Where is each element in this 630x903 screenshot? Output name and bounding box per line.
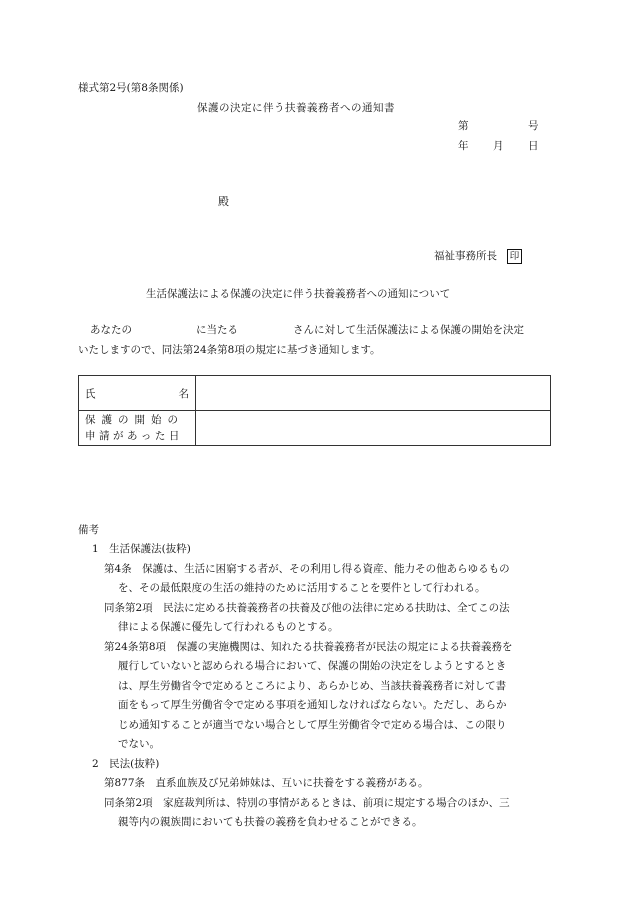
subject: 生活保護法による保護の決定に伴う扶養義務者への通知について <box>146 288 451 300</box>
notes-art24-line1: 第24条第8項 保護の実施機関は、知れたる扶養義務者が民法の規定による扶養義務を <box>104 641 513 653</box>
notes-art877p2-line2: 親等内の親族間においても扶養の義務を負わせることができる。 <box>118 816 423 828</box>
name-value-cell[interactable] <box>196 376 551 411</box>
form-title: 保護の決定に伴う扶養義務者への通知書 <box>197 102 395 114</box>
notes-section2-title: 2 民法(抜粋) <box>92 758 160 770</box>
table-row <box>79 376 551 411</box>
body-line1-b: に当たる <box>196 324 238 336</box>
notes-art4p2-line1: 同条第2項 民法に定める扶養義務者の扶養及び他の法律に定める扶助は、全てこの法 <box>104 602 510 614</box>
doc-number-dai: 第 <box>458 120 469 132</box>
notes-heading: 備考 <box>78 524 99 536</box>
application-date-label-line2: 申請があった日 <box>85 430 183 442</box>
name-label: 氏 名 <box>79 376 196 411</box>
table-row <box>79 411 551 446</box>
seal-mark: 印 <box>507 249 522 264</box>
notes-section1-title: 1 生活保護法(抜粋) <box>92 543 191 555</box>
notes-art24-line2: 履行していないと認められる場合において、保護の開始の決定をしようとするとき <box>118 660 507 672</box>
notes-art877p2-line1: 同条第2項 家庭裁判所は、特別の事情があるときは、前項に規定する場合のほか、三 <box>104 797 510 809</box>
notes-art4p2-line2: 律による保護に優先して行われるものとする。 <box>118 621 339 633</box>
notes-art4-line1: 第4条 保護は、生活に困窮する者が、その利用し得る資産、能力その他あらゆるもの <box>104 563 510 575</box>
body-line1-a: あなたの <box>90 324 132 336</box>
application-date-value-cell[interactable] <box>196 411 551 446</box>
issuer-name: 福祉事務所長 <box>434 250 497 262</box>
date-year: 年 <box>458 140 469 152</box>
form-id: 様式第2号(第8条関係) <box>78 82 184 94</box>
notes-art24-line5: じめ通知することが適当でない場合として厚生労働省令で定める場合は、この限り <box>118 719 507 731</box>
notes-art24-line4: 面をもって厚生労働省令で定める事項を通知しなければならない。ただし、あらか <box>118 699 507 711</box>
info-table <box>78 375 551 446</box>
addressee-suffix: 殿 <box>218 195 229 208</box>
notes-art24-line3: は、厚生労働省令で定めるところにより、あらかじめ、当該扶養義務者に対して書 <box>118 680 507 692</box>
notes-art877-line1: 第877条 直系血族及び兄弟姉妹は、互いに扶養をする義務がある。 <box>104 777 429 789</box>
issuer <box>434 248 522 264</box>
notes-art4-line2: を、その最低限度の生活の維持のために活用することを要件として行われる。 <box>118 582 486 594</box>
date-month: 月 <box>493 140 504 152</box>
application-date-label <box>79 411 196 446</box>
body-line1-c: さんに対して生活保護法による保護の開始を決定 <box>293 324 524 336</box>
date-day: 日 <box>528 140 539 152</box>
application-date-label-line1: 保護の開始の <box>85 414 184 426</box>
doc-number-go: 号 <box>528 120 539 132</box>
body-line2: いたしますので、同法第24条第8項の規定に基づき通知します。 <box>78 344 381 356</box>
notes-art24-line6: でない。 <box>118 738 160 750</box>
